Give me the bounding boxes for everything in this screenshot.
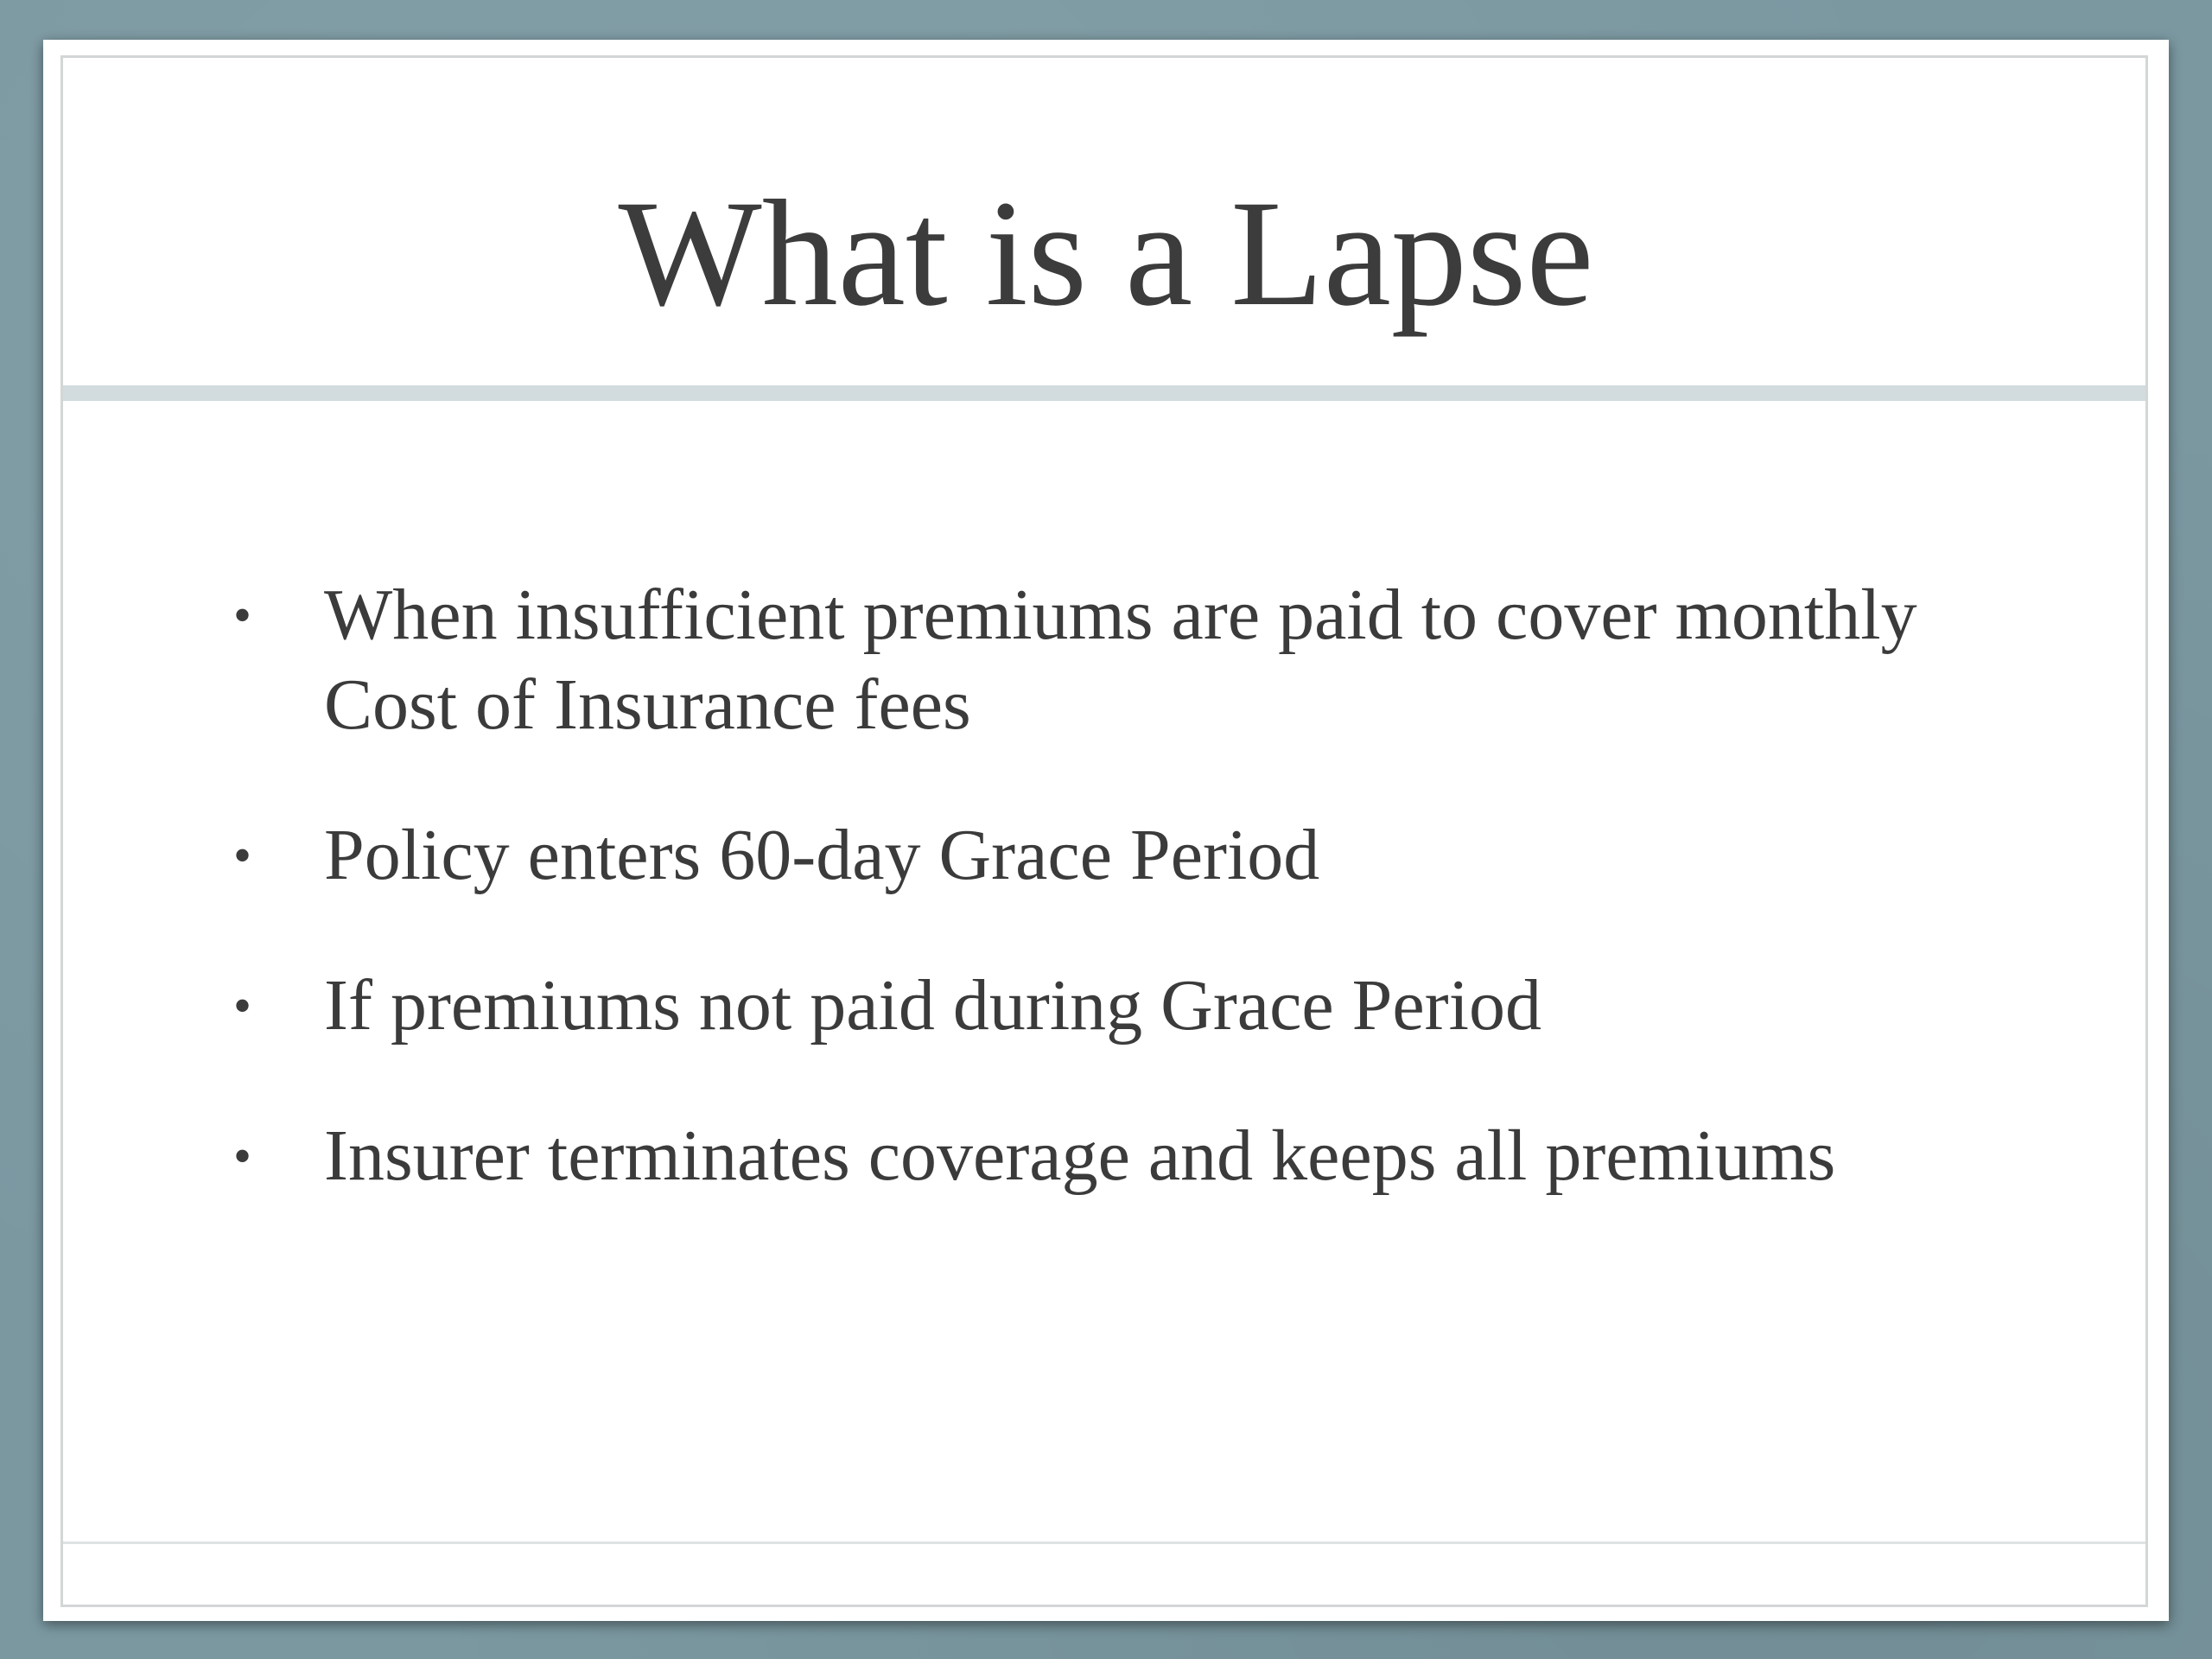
- bullet-item-3: [233, 961, 2048, 1051]
- bullet-text: Policy enters 60-day Grace Period: [324, 815, 1320, 895]
- bullet-icon: •: [233, 827, 252, 884]
- bullet-icon: •: [233, 1128, 252, 1185]
- bullet-text: If premiums not paid during Grace Period: [324, 965, 1541, 1046]
- presentation-slide: [43, 40, 2169, 1621]
- bullet-item-2: [233, 810, 2048, 900]
- bullet-icon: •: [233, 587, 252, 644]
- bullet-icon: •: [233, 977, 252, 1034]
- bullet-text: Insurer terminates coverage and keeps all premiums: [324, 1116, 1836, 1196]
- bullet-item-4: [233, 1111, 2048, 1201]
- footer-divider: [63, 1541, 2145, 1544]
- title-divider: [63, 385, 2145, 401]
- slide-title: What is a Lapse: [618, 169, 1594, 338]
- bullet-item-1: [233, 570, 2048, 750]
- bullet-list: [233, 570, 2048, 1262]
- bullet-text: When insufficient premiums are paid to cover monthly Cost of Insurance fees: [324, 575, 1917, 745]
